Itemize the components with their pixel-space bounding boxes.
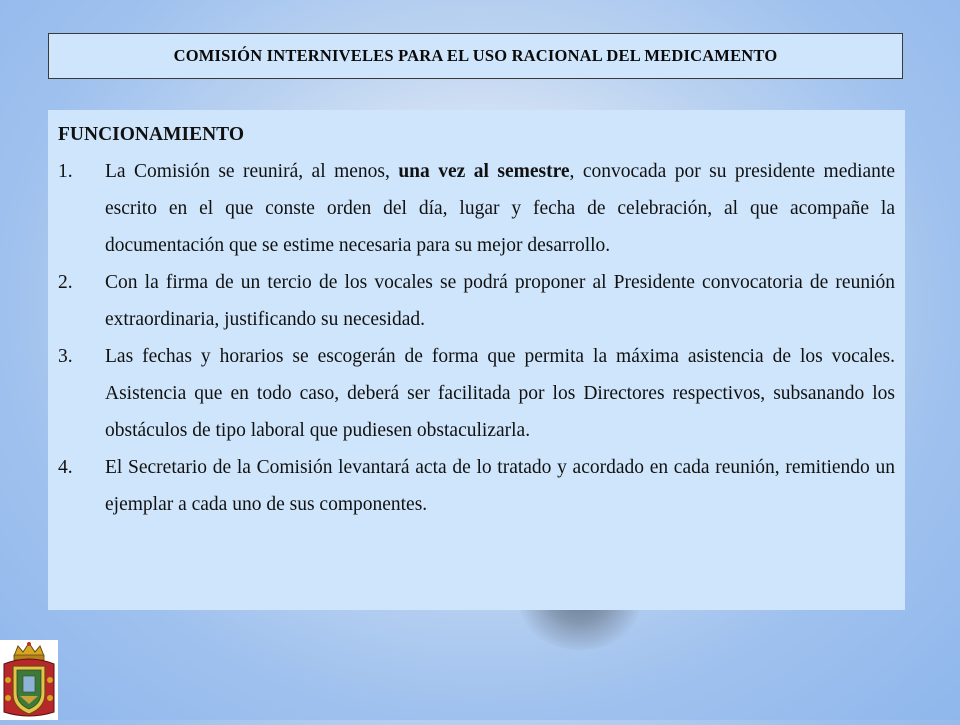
item-text: La Comisión se reunirá, al menos, una vez al semestre, convocada por su presidente mediante escrito en el que conste orden del día, lugar y fecha de celebración, al que acompañe la documentación que se estime necesaria para su mejor desarrollo. bbox=[105, 161, 895, 256]
item-text: El Secretario de la Comisión levantará acta de lo tratado y acordado en cada reunión, remitiendo un ejemplar a cada uno de sus componentes. bbox=[105, 457, 895, 515]
section-heading: FUNCIONAMIENTO bbox=[58, 124, 244, 145]
list-item bbox=[58, 449, 895, 523]
title-banner bbox=[48, 33, 903, 79]
item-text: Con la firma de un tercio de los vocales se podrá proponer al Presidente convocatoria de reunión extraordinaria, justificando su necesidad. bbox=[105, 272, 895, 330]
content-panel bbox=[48, 110, 905, 610]
item-number: 2. bbox=[58, 272, 73, 293]
list-item bbox=[58, 153, 895, 264]
list-item bbox=[58, 338, 895, 449]
coat-of-arms-icon bbox=[0, 640, 58, 720]
page-title: COMISIÓN INTERNIVELES PARA EL USO RACIONAL DEL MEDICAMENTO bbox=[173, 46, 778, 65]
item-number: 3. bbox=[58, 346, 73, 367]
item-number: 1. bbox=[58, 161, 73, 182]
emphasis-text: una vez al semestre bbox=[398, 161, 570, 182]
list-item bbox=[58, 264, 895, 338]
item-text: Las fechas y horarios se escogerán de forma que permita la máxima asistencia de los vocales. Asistencia que en todo caso, deberá ser facilitada por los Directores respectivos, subsanando los obstáculos de tipo laboral que pudiesen obstaculizarla. bbox=[105, 346, 895, 441]
item-number: 4. bbox=[58, 457, 73, 478]
